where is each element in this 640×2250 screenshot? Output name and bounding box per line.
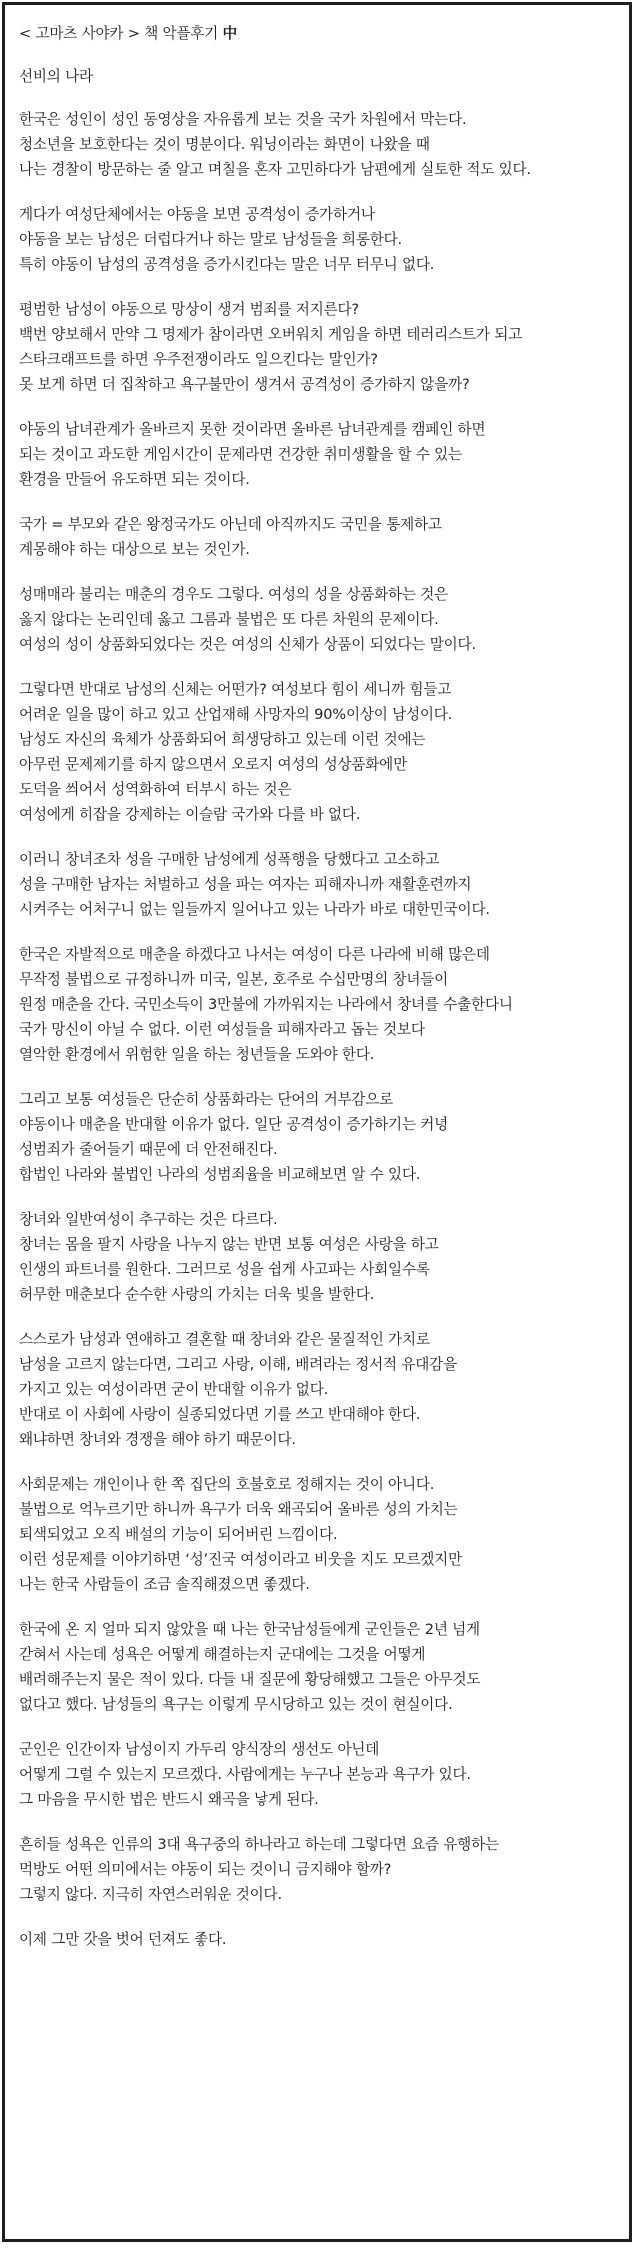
paragraph-line: 배려해주는지 물은 적이 있다. 다들 내 질문에 황당해했고 그들은 아무것도 (19, 1671, 481, 1688)
paragraph-line: 나는 한국 사람들이 조금 솔직해졌으면 좋겠다. (19, 1576, 310, 1593)
paragraph-line: 한국은 성인이 성인 동영상을 자유롭게 보는 것을 국가 차원에서 막는다. (19, 111, 467, 128)
paragraph-line: 어떻게 그럴 수 있는지 모르겠다. 사람에게는 누구나 본능과 욕구가 있다. (19, 1766, 471, 1783)
paragraph-line: 스스로가 남성과 연애하고 결혼할 때 창녀와 같은 물질적인 가치로 (19, 1331, 430, 1348)
paragraph-line: 여성에게 히잡을 강제하는 이슬람 국가와 다를 바 없다. (19, 806, 361, 823)
paragraph (19, 1087, 621, 1187)
paragraph-line: 그리고 보통 여성들은 단순히 상품화라는 단어의 거부감으로 (19, 1091, 394, 1108)
paragraph-line: 못 보게 하면 더 집착하고 욕구불만이 생겨서 공격성이 증가하지 않을까? (19, 376, 470, 393)
paragraph-line: 이제 그만 갓을 벗어 던져도 좋다. (19, 1931, 227, 1948)
paragraph-line: 야동이나 매춘을 반대할 이유가 없다. 일단 공격성이 증가하기는 커녕 (19, 1116, 449, 1133)
paragraph-line: 불법으로 억누르기만 하니까 욕구가 더욱 왜곡되어 올바른 성의 가치는 (19, 1501, 458, 1518)
paragraph-line: 흔히들 성욕은 인류의 3대 욕구중의 하나라고 하는데 그렇다면 요즘 유행하는 (19, 1836, 499, 1853)
paragraph-line: 창녀는 몸을 팔지 사랑을 나누지 않는 반면 보통 여성은 사랑을 하고 (19, 1236, 439, 1253)
paragraph (19, 512, 621, 562)
paragraph-line: 이러니 창녀조차 성을 구매한 남성에게 성폭행을 당했다고 고소하고 (19, 851, 440, 868)
paragraph-line: 아무런 문제제기를 하지 않으면서 오로지 여성의 성상품화에만 (19, 756, 407, 773)
post-header (19, 21, 621, 46)
paragraph-line: 창녀와 일반여성이 추구하는 것은 다르다. (19, 1211, 278, 1228)
document-content (19, 21, 621, 1972)
paragraph-line: 특히 야동이 남성의 공격성을 증가시킨다는 말은 너무 터무니 없다. (19, 256, 435, 273)
paragraph-line: 허무한 매춘보다 순수한 사랑의 가치는 더욱 빛을 발한다. (19, 1286, 375, 1303)
paragraph (19, 1737, 621, 1812)
paragraph (19, 1927, 621, 1952)
paragraph-line: 계몽해야 하는 대상으로 보는 것인가. (19, 541, 250, 558)
header-separator: > (123, 25, 145, 42)
paragraph-line: 국가 = 부모와 같은 왕정국가도 아닌데 아직까지도 국민을 통제하고 (19, 516, 442, 533)
paragraph (19, 1472, 621, 1597)
paragraph (19, 1617, 621, 1717)
paragraph-line: 한국에 온 지 얼마 되지 않았을 때 나는 한국남성들에게 군인들은 2년 넘게 (19, 1621, 480, 1638)
paragraph-line: 스타크래프트를 하면 우주전쟁이라도 일으킨다는 말인가? (19, 351, 378, 368)
paragraph-line: 평범한 남성이 야동으로 망상이 생겨 범죄를 저지른다? (19, 301, 359, 318)
book-title: 책 악플후기 (144, 25, 219, 42)
paragraph-line: 국가 망신이 아닐 수 없다. 이런 여성들을 피해자라고 돕는 것보다 (19, 1021, 425, 1038)
paragraph-line: 여성의 성이 상품화되었다는 것은 여성의 신체가 상품이 되었다는 말이다. (19, 636, 476, 653)
paragraph (19, 582, 621, 657)
paragraph-line: 왜냐하면 창녀와 경쟁을 해야 하기 때문이다. (19, 1431, 296, 1448)
paragraph (19, 297, 621, 397)
paragraph-line: 성매매라 불리는 매춘의 경우도 그렇다. 여성의 성을 상품화하는 것은 (19, 586, 449, 603)
paragraph-line: 시켜주는 어처구니 없는 일들까지 일어나고 있는 나라가 바로 대한민국이다. (19, 901, 490, 918)
paragraph-line: 청소년을 보호한다는 것이 명분이다. 워닝이라는 화면이 나왔을 때 (19, 136, 430, 153)
paragraph-line: 성을 구매한 남자는 처벌하고 성을 파는 여자는 피해자니까 재활훈련까지 (19, 876, 472, 893)
paragraph-line: 열악한 환경에서 위험한 일을 하는 청년들을 도와야 한다. (19, 1046, 375, 1063)
paragraph-line: 무작정 불법으로 규정하니까 미국, 일본, 호주로 수십만명의 창녀들이 (19, 971, 449, 988)
paragraph (19, 417, 621, 492)
paragraph (19, 1207, 621, 1307)
part-marker: 中 (222, 25, 237, 42)
paragraph (19, 202, 621, 277)
paragraph-line: 환경을 만들어 유도하면 되는 것이다. (19, 471, 250, 488)
paragraph-line: 그렇지 않다. 지극히 자연스러워운 것이다. (19, 1886, 282, 1903)
paragraph-line: 합법인 나라와 불법인 나라의 성범죄율을 비교해보면 알 수 있다. (19, 1166, 421, 1183)
paragraph-line: 사회문제는 개인이나 한 쪽 집단의 호불호로 정해지는 것이 아니다. (19, 1476, 435, 1493)
paragraph (19, 107, 621, 182)
paragraph-line: 성범죄가 줄어들기 때문에 더 안전해진다. (19, 1141, 278, 1158)
author-name: 고마츠 사야카 (35, 25, 124, 42)
paragraph-line: 그 마음을 무시한 법은 반드시 왜곡을 낳게 된다. (19, 1791, 319, 1808)
section-title: 선비의 나라 (19, 68, 93, 85)
paragraph-line: 도덕을 씌어서 성역화하여 터부시 하는 것은 (19, 781, 292, 798)
paragraph-line: 반대로 이 사회에 사랑이 실종되었다면 기를 쓰고 반대해야 한다. (19, 1406, 421, 1423)
paragraph (19, 1832, 621, 1907)
paragraph-line: 남성을 고르지 않는다면, 그리고 사랑, 이해, 배려라는 정서적 유대감을 (19, 1356, 457, 1373)
paragraph (19, 677, 621, 827)
paragraph-line: 퇴색되었고 오직 배설의 기능이 되어버린 느낌이다. (19, 1526, 338, 1543)
paragraph-line: 되는 것이고 과도한 게임시간이 문제라면 건강한 취미생활을 할 수 있는 (19, 446, 462, 463)
paragraph-line: 인생의 파트너를 원한다. 그러므로 성을 쉽게 사고파는 사회일수록 (19, 1261, 430, 1278)
paragraph-line: 야동의 남녀관계가 올바르지 못한 것이라면 올바른 남녀관계를 캠페인 하면 (19, 421, 486, 438)
paragraph-line: 나는 경찰이 방문하는 줄 알고 며칠을 혼자 고민하다가 남편에게 실토한 적도 있다. (19, 161, 531, 178)
document-frame (2, 2, 632, 2242)
paragraph (19, 1327, 621, 1452)
paragraph-line: 그렇다면 반대로 남성의 신체는 어떤가? 여성보다 힘이 세니까 힘들고 (19, 681, 452, 698)
paragraph-line: 백번 양보해서 만약 그 명제가 참이라면 오버워치 게임을 하면 테러리스트가 되고 (19, 326, 523, 343)
paragraph-line: 남성도 자신의 육체가 상품화되어 희생당하고 있는데 이런 것에는 (19, 731, 426, 748)
paragraph (19, 847, 621, 922)
paragraph-line: 원정 매춘을 간다. 국민소득이 3만불에 가까워지는 나라에서 창녀를 수출한다니 (19, 996, 513, 1013)
paragraph-line: 군인은 인간이자 남성이지 가두리 양식장의 생선도 아닌데 (19, 1741, 380, 1758)
paragraph-line: 가지고 있는 여성이라면 굳이 반대할 이유가 없다. (19, 1381, 329, 1398)
header-lead: < (19, 25, 36, 42)
paragraph-line: 야동을 보는 남성은 더럽다거나 하는 말로 남성들을 희롱한다. (19, 231, 402, 248)
paragraph-line: 한국은 자발적으로 매춘을 하겠다고 나서는 여성이 다른 나라에 비해 많은데 (19, 946, 490, 963)
paragraph-line: 게다가 여성단체에서는 야동을 보면 공격성이 증가하거나 (19, 206, 375, 223)
paragraph-line: 갇혀서 사는데 성욕은 어떻게 해결하는지 군대에는 그것을 어떻게 (19, 1646, 426, 1663)
paragraph-line: 먹방도 어떤 의미에서는 야동이 되는 것이니 금지해야 할까? (19, 1861, 392, 1878)
body-paragraphs (19, 107, 621, 1952)
paragraph-line: 옳지 않다는 논리인데 옳고 그름과 불법은 또 다른 차원의 문제이다. (19, 611, 439, 628)
paragraph-line: 어려운 일을 많이 하고 있고 산업재해 사망자의 90%이상이 남성이다. (19, 706, 453, 723)
paragraph (19, 942, 621, 1067)
paragraph-line: 없다고 했다. 남성들의 욕구는 이렇게 무시당하고 있는 것이 현실이다. (19, 1696, 453, 1713)
paragraph-line: 이런 성문제를 이야기하면 ‘성’진국 여성이라고 비웃을 지도 모르겠지만 (19, 1551, 462, 1568)
